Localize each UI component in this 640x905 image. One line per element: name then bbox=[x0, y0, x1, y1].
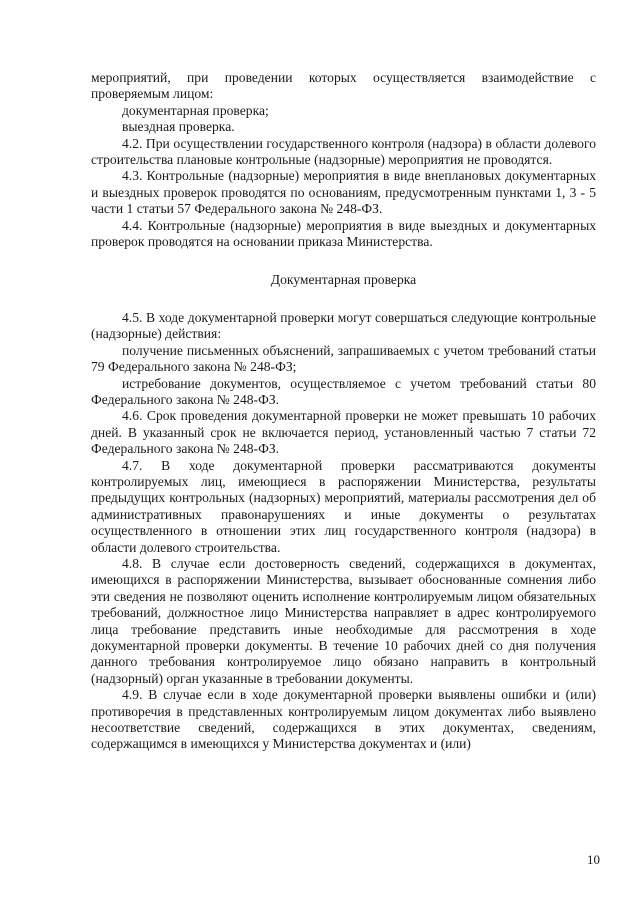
list-item-documentary-check: документарная проверка; bbox=[122, 102, 269, 118]
paragraph-4-5: 4.5. В ходе документарной проверки могут совершаться следующие контрольные (надзорные) действия: bbox=[91, 309, 596, 342]
paragraph-4-4: 4.4. Контрольные (надзорные) мероприятия в виде выездных и документарных проверок проводятся на основании приказа Министерства. bbox=[91, 217, 596, 250]
paragraph-4-8: 4.8. В случае если достоверность сведений, содержащихся в документах, имеющихся в распоряжении Министерства, вызывает обоснованные сомнения либо эти сведения не позволяют оценить исполнение контролируемым лицом обязательных требований, должностное лицо Министерства направляет в адрес контролируемого лица требование представить иные необходимые для рассмотрения в ходе документарной проверки документы. В течение 10 рабочих дней со дня получения данного требования контролируемое лицо обязано направить в контрольный (надзорный) орган указанные в требовании документы. bbox=[91, 555, 596, 686]
paragraph-4-5-item-b: истребование документов, осуществляемое с учетом требований статьи 80 Федерального закона № 248-ФЗ. bbox=[91, 375, 596, 407]
paragraph-4-5-item-a: получение письменных объяснений, запрашиваемых с учетом требований статьи 79 Федерального закона № 248-ФЗ; bbox=[91, 342, 596, 375]
paragraph-4-3: 4.3. Контрольные (надзорные) мероприятия в виде внеплановых документарных и выездных проверок проводятся по основаниям, предусмотренным пунктами 1, 3 - 5 части 1 статьи 57 Федерального закона № 248-ФЗ. bbox=[91, 168, 596, 217]
paragraph-4-9: 4.9. В случае если в ходе документарной проверки выявлены ошибки и (или) противоречия в представленных контролируемым лицом документах либо выявлено несоответствие сведений, содержащихся в этих документах, сведениям, содержащимся в имеющихся у Министерства документах и (или) bbox=[91, 687, 596, 752]
paragraph-4-2: 4.2. При осуществлении государственного контроля (надзора) в области долевого строительства плановые контрольные (надзорные) мероприятия не проводятся. bbox=[91, 135, 596, 168]
paragraph-4-6: 4.6. Срок проведения документарной проверки не может превышать 10 рабочих дней. В указанный срок не включается период, установленный частью 7 статьи 72 Федерального закона № 248-ФЗ. bbox=[91, 408, 596, 457]
page-number: 10 bbox=[587, 852, 600, 867]
document-body bbox=[91, 70, 596, 753]
section-heading: Документарная проверка bbox=[270, 272, 417, 288]
paragraph-4-7: 4.7. В ходе документарной проверки рассматриваются документы контролируемых лиц, имеющиеся в распоряжении Министерства, результаты предыдущих контрольных (надзорных) мероприятий, материалы рассмотрения дел об административных правонарушениях и иные документы о результатах осуществленного в отношении этих лиц государственного контроля (надзора) в области долевого строительства. bbox=[91, 457, 596, 555]
paragraph-intro: мероприятий, при проведении которых осуществляется взаимодействие с проверяемым лицом: bbox=[91, 70, 596, 102]
list-item-on-site-check: выездная проверка. bbox=[122, 119, 235, 135]
